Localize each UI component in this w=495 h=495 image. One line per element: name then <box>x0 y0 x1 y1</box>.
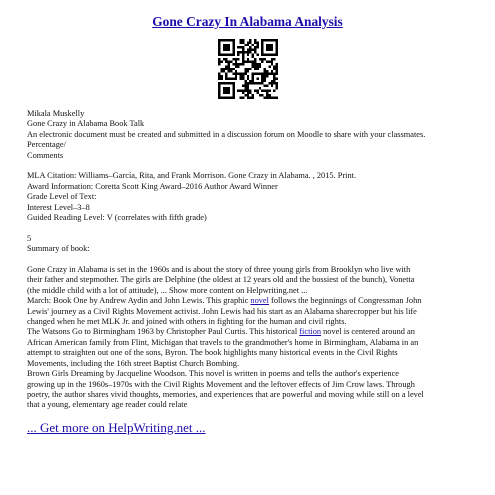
summary-line <box>27 296 468 306</box>
guided-reading-level: Guided Reading Level: V (correlates with fifth grade) <box>27 213 207 223</box>
summary-line: that a young, elementary age reader could relate <box>27 400 188 410</box>
author-name: Mikala Muskelly <box>27 109 85 118</box>
assignment-instructions: An electronic document must be created and submitted in a discussion forum on Moodle to share with your classmates. <box>27 129 426 139</box>
summary-line: Brown Girls Dreaming by Jacqueline Woodson. This novel is written in poems and tells the author's experience <box>27 369 399 379</box>
summary-heading: Summary of book: <box>27 244 90 254</box>
summary-line: their father and stepmother. The girls are Delphine (the oldest at 12 years old and the bossiest of the bunch), Vonetta <box>27 275 415 285</box>
summary-line: growing up in the 1960s–1970s with the Civil Rights Movement and the leftover effects of Jim Crow laws. Through <box>27 379 415 389</box>
interest-level: Interest Level–3–8 <box>27 202 90 212</box>
summary-text-fragment: follows the beginnings of Congressman John <box>268 296 422 306</box>
summary-text-fragment: March: Book One by Andrew Aydin and John Lewis. This graphic <box>27 296 251 306</box>
summary-line: Gone Crazy in Alabama is set in the 1960s and is about the story of three young girls from Brooklyn who live with <box>27 265 411 275</box>
summary-text-fragment: The Watsons Go to Birmingham 1963 by Christopher Paul Curtis. This historical <box>27 327 300 337</box>
comments-label: Comments <box>27 150 64 160</box>
fiction-link[interactable]: fiction <box>299 327 322 337</box>
document-body <box>27 109 468 411</box>
grade-level-label: Grade Level of Text: <box>27 192 97 202</box>
summary-line: changed when he met MLK Jr. and joined with others in fighting for the human and civil rights. <box>27 317 347 327</box>
summary-line <box>27 327 468 337</box>
summary-line: (the middle child with a lot of attitude), ... Show more content on Helpwriting.net ... <box>27 285 308 295</box>
get-more-link[interactable]: ... Get more on HelpWriting.net ... <box>27 419 206 435</box>
page-title-link[interactable]: Gone Crazy In Alabama Analysis <box>152 14 343 29</box>
summary-line: Movements, including the 16th street Baptist Church Bombing. <box>27 358 240 368</box>
summary-line: Lewis' journey as a Civil Rights Movement activist. John Lewis had his start as an Alabama sharecropper but his life <box>27 306 417 316</box>
summary-line: African American family from Flint, Michigan that travels to the grandmother's home in Birmingham, Alabama in an <box>27 337 419 347</box>
qr-code-graphic <box>218 39 278 99</box>
award-information: Award Information: Coretta Scott King Award–2016 Author Award Winner <box>27 181 278 191</box>
citation-block <box>27 171 468 223</box>
spacer <box>27 223 468 233</box>
summary-line: poetry, the author shares vivid thoughts, memories, and experiences that are powerful and moving while still on a level <box>27 389 424 399</box>
mla-citation: MLA Citation: Williams–García, Rita, and Frank Morrison. Gone Crazy in Alabama. , 2015. Print. <box>27 171 357 181</box>
novel-link[interactable]: novel <box>250 296 269 306</box>
summary-paragraph <box>27 265 468 411</box>
qr-code-icon <box>218 39 278 99</box>
percentage-label: Percentage/ <box>27 140 66 150</box>
summary-line: attempt to straighten out one of the sons, Byron. The book highlights many historical events in the Civil Rights <box>27 348 398 358</box>
header-block <box>27 109 468 161</box>
spacer <box>27 161 468 171</box>
score-value: 5 <box>27 233 32 243</box>
assignment-title: Gone Crazy in Alabama Book Talk <box>27 119 145 129</box>
spacer <box>27 255 468 265</box>
summary-text-fragment: novel is centered around an <box>321 327 415 337</box>
summary-heading-block <box>27 234 468 255</box>
